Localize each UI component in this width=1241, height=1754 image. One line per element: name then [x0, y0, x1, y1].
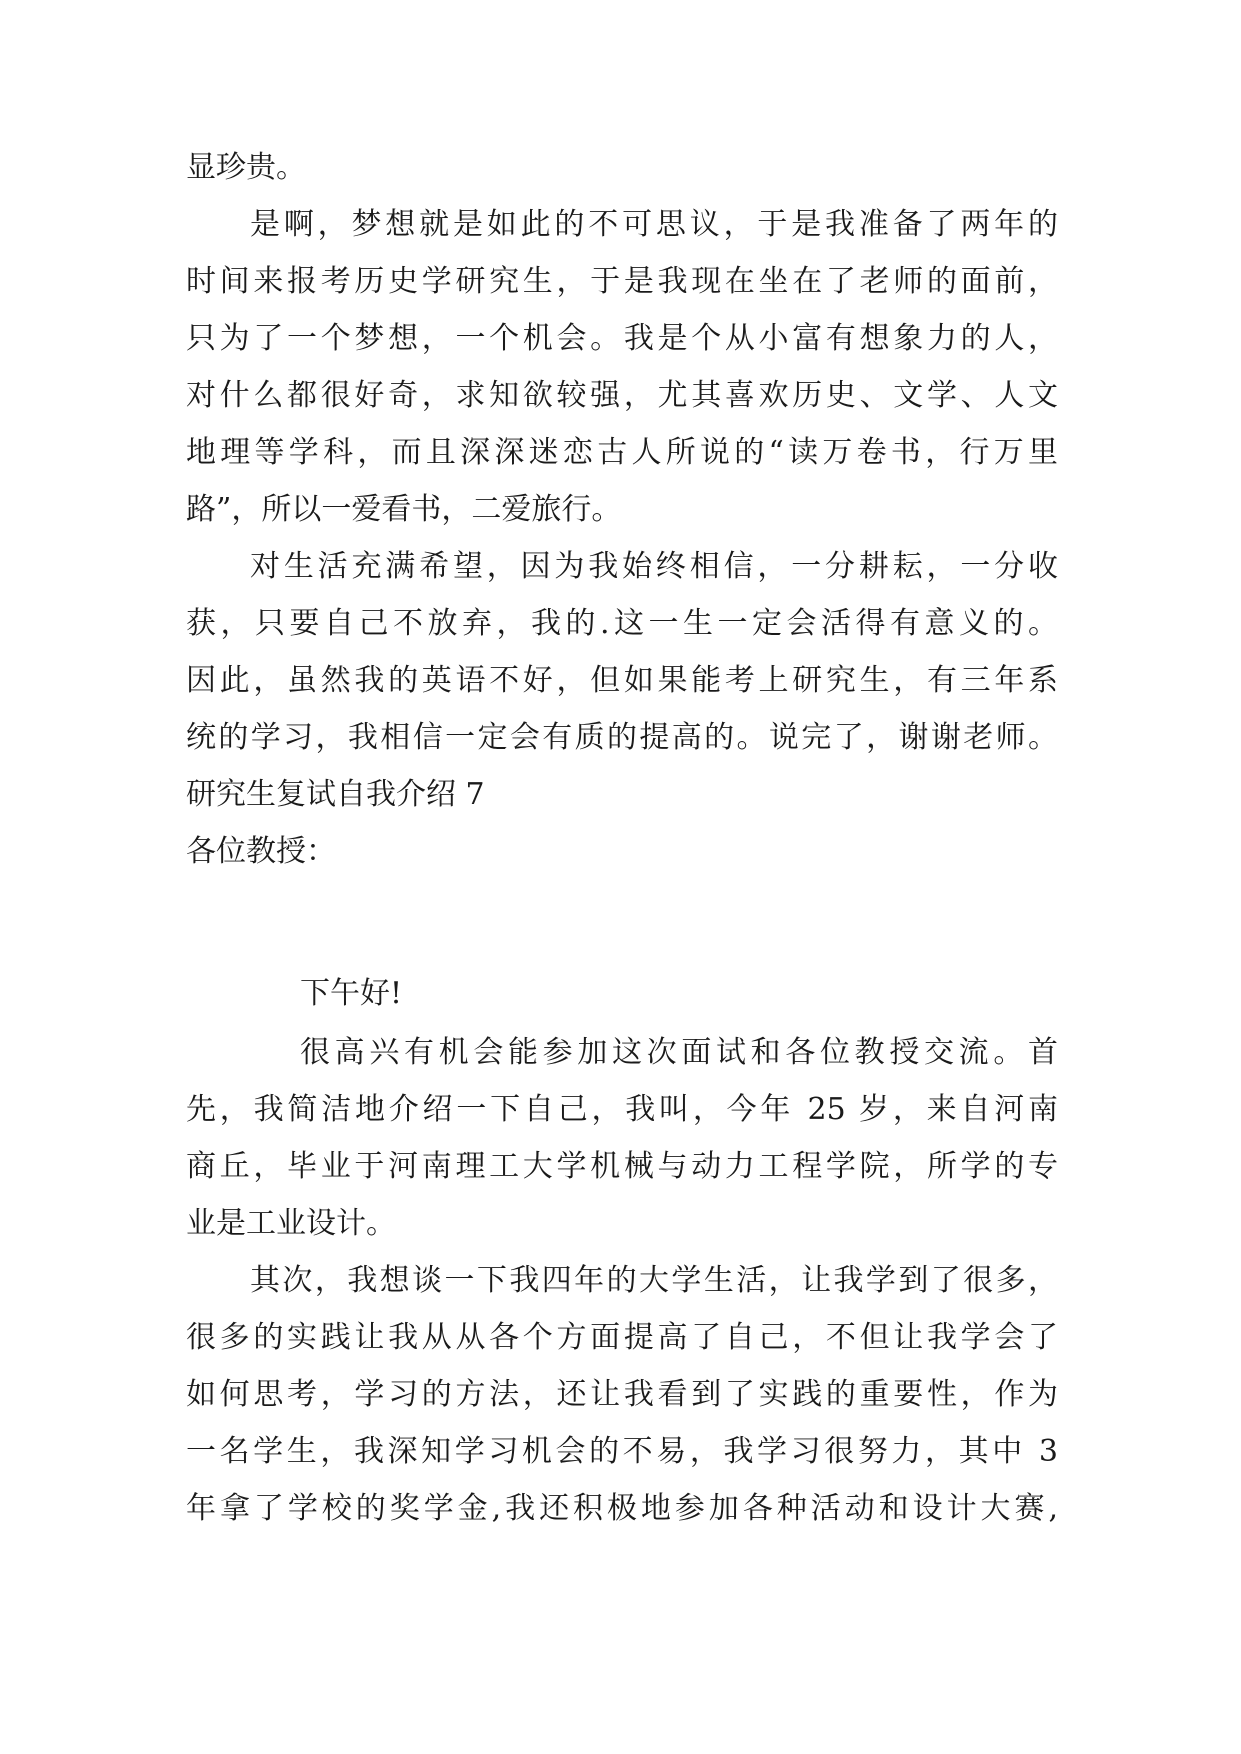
text-line: 时间来报考历史学研究生，于是我现在坐在了老师的面前，: [186, 264, 1058, 299]
text-line: 地理等学科，而且深深迷恋古人所说的“读万卷书，行万里: [186, 435, 1058, 470]
text-line: 对什么都很好奇，求知欲较强，尤其喜欢历史、文学、人文: [186, 378, 1058, 413]
text-line: 先，我简洁地介绍一下自己，我叫，今年 25 岁，来自河南: [186, 1092, 1058, 1127]
text-line: 统的学习，我相信一定会有质的提高的。说完了，谢谢老师。: [186, 720, 1058, 755]
text-line: 显珍贵。: [186, 150, 306, 185]
salutation: 各位教授：: [186, 834, 336, 869]
text-line: 只为了一个梦想，一个机会。我是个从小富有想象力的人，: [186, 321, 1058, 356]
text-line: 因此，虽然我的英语不好，但如果能考上研究生，有三年系: [186, 663, 1058, 698]
text-line: 年拿了学校的奖学金,我还积极地参加各种活动和设计大赛,: [186, 1491, 1058, 1526]
text-line: 一名学生，我深知学习机会的不易，我学习很努力，其中 3: [186, 1434, 1058, 1469]
paragraph-start-line: 其次，我想谈一下我四年的大学生活，让我学到了很多，: [250, 1263, 1058, 1298]
text-line: 业是工业设计。: [186, 1206, 396, 1241]
section-heading: 研究生复试自我介绍 7: [186, 777, 485, 812]
text-line: 路”，所以一爱看书，二爱旅行。: [186, 492, 622, 527]
paragraph-start-line: 是啊，梦想就是如此的不可思议，于是我准备了两年的: [250, 207, 1058, 242]
text-line: 商丘，毕业于河南理工大学机械与动力工程学院，所学的专: [186, 1149, 1058, 1184]
paragraph-start-line: 对生活充满希望，因为我始终相信，一分耕耘，一分收: [250, 549, 1058, 584]
text-line: 如何思考，学习的方法，还让我看到了实践的重要性，作为: [186, 1377, 1058, 1412]
paragraph-start-line: 很高兴有机会能参加这次面试和各位教授交流。首: [300, 1035, 1058, 1070]
text-line: 获，只要自己不放弃，我的.这一生一定会活得有意义的。: [186, 606, 1058, 641]
greeting: 下午好!: [300, 976, 403, 1011]
text-line: 很多的实践让我从从各个方面提高了自己，不但让我学会了: [186, 1320, 1058, 1355]
